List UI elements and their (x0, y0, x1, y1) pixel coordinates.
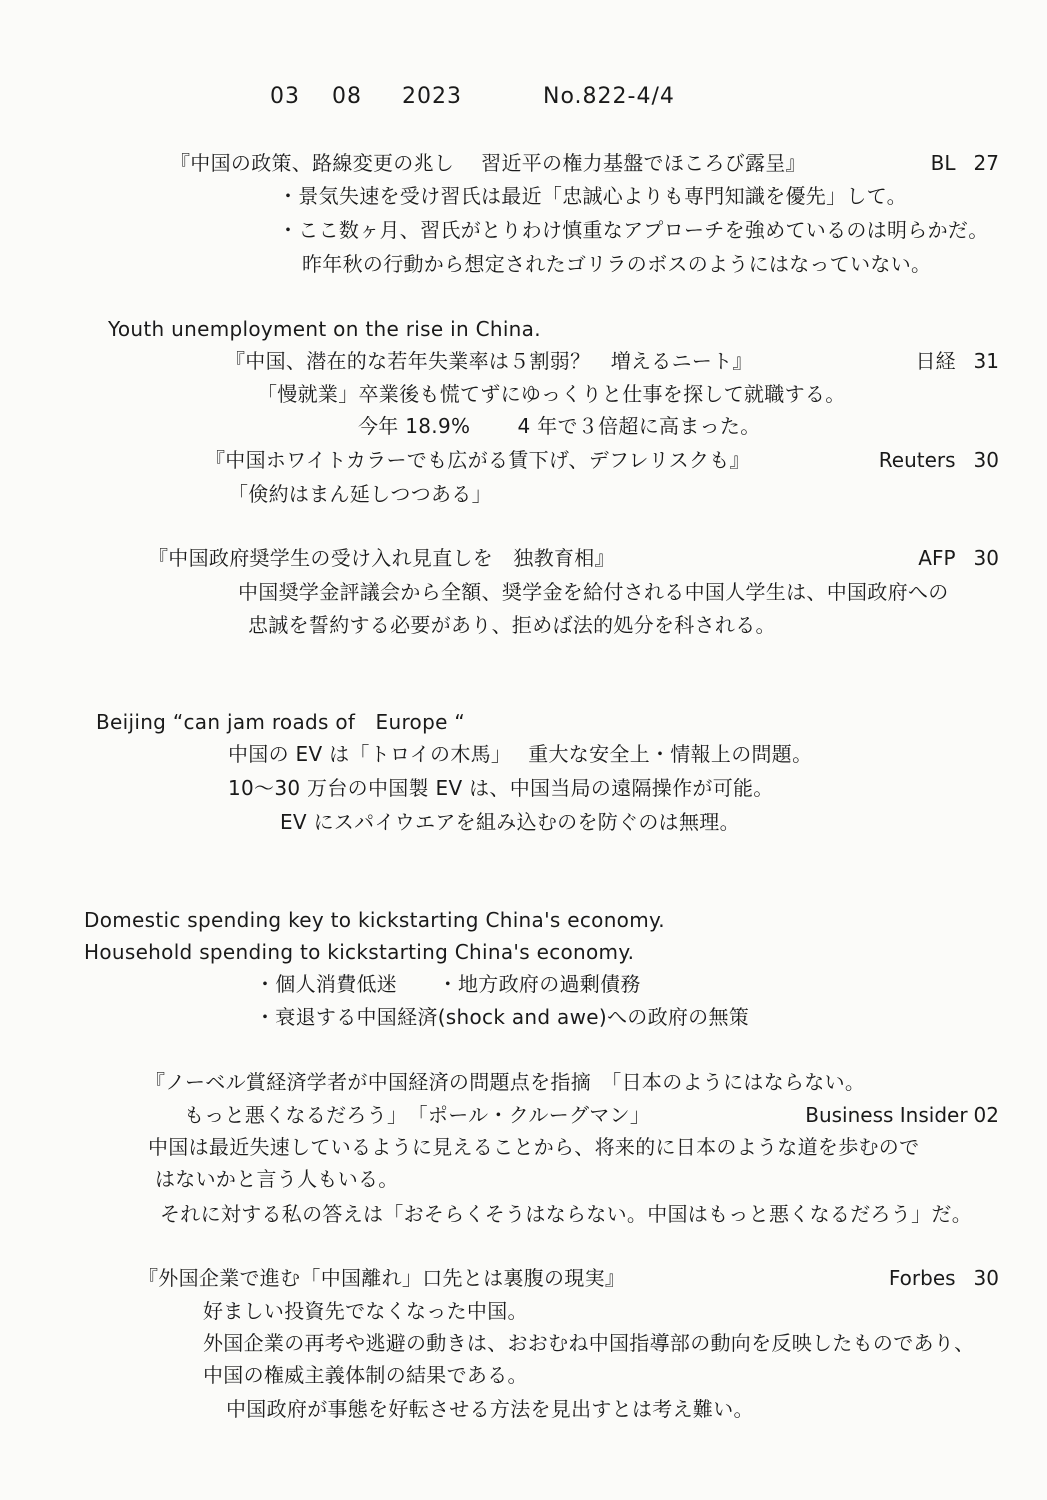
article-line: 中国は最近失速しているように見えることから、将来的に日本のような道を歩むので (148, 1135, 920, 1159)
article-line: 昨年秋の行動から想定されたゴリラのボスのようにはなっていない。 (302, 252, 932, 276)
article-line: 好ましい投資先でなくなった中国。 (203, 1299, 528, 1323)
section-heading: Youth unemployment on the rise in China. (108, 317, 541, 341)
source-day: 30 (973, 448, 999, 472)
article-source (931, 150, 999, 176)
section-heading: Domestic spending key to kickstarting China's economy. (84, 908, 665, 932)
article-title: 『中国政府奨学生の受け入れ見直しを 独教育相』 (148, 546, 615, 570)
date-day: 03 (270, 84, 300, 109)
article-line: 中国政府が事態を好転させる方法を見出すとは考え難い。 (226, 1397, 754, 1421)
section-heading: Beijing “can jam roads of Europe “ (96, 710, 465, 734)
issue-number: No.822-4/4 (543, 84, 675, 109)
source-day: 31 (973, 349, 999, 373)
article-line: 外国企業の再考や逃避の動きは、おおむね中国指導部の動向を反映したものであり、 (203, 1331, 975, 1355)
article-source (889, 1265, 999, 1291)
article-line: 10〜30 万台の中国製 EV は、中国当局の遠隔操作が可能。 (228, 776, 774, 800)
article-line: 中国の権威主義体制の結果である。 (203, 1363, 528, 1387)
date-month: 08 (332, 84, 362, 109)
article-line: 忠誠を誓約する必要があり、拒めば法的処分を科される。 (248, 613, 776, 637)
article-line: 中国の EV は「トロイの木馬」 重大な安全上・情報上の問題。 (228, 742, 813, 766)
article-line: 「慢就業」卒業後も慌てずにゆっくりと仕事を探して就職する。 (257, 382, 846, 406)
date-year: 2023 (402, 84, 462, 109)
article-line: はないかと言う人もいる。 (155, 1167, 399, 1191)
article-line: ・ここ数ヶ月、習氏がとりわけ慎重なアプローチを強めているのは明らかだ。 (278, 218, 989, 242)
article-title: 『中国ホワイトカラーでも広がる賃下げ、デフレリスクも』 (205, 448, 750, 472)
article-line: 中国奨学金評議会から全額、奨学金を給付される中国人学生は、中国政府への (238, 580, 949, 604)
article-source (805, 1102, 999, 1128)
source-day: 27 (973, 151, 999, 175)
article-source (918, 545, 999, 571)
source-name: BL (930, 151, 956, 175)
article-title: 『中国の政策、路線変更の兆し 習近平の権力基盤でほころび露呈』 (170, 151, 806, 175)
source-day: 30 (973, 546, 999, 570)
source-name: AFP (918, 546, 956, 570)
article-title: 『ノーベル賞経済学者が中国経済の問題点を指摘 「日本のようにはならない。 (145, 1070, 866, 1094)
article-line: ・景気失速を受け習氏は最近「忠誠心よりも専門知識を優先」して。 (278, 184, 907, 208)
source-day: 30 (973, 1266, 999, 1290)
article-line: 「倹約はまん延しつつある」 (228, 482, 492, 506)
article-line: 今年 18.9% 4 年で３倍超に高まった。 (358, 414, 761, 438)
section-heading: Household spending to kickstarting China's economy. (84, 940, 635, 964)
article-source (916, 348, 999, 374)
article-line: ・個人消費低迷 ・地方政府の過剰債務 (255, 972, 641, 996)
source-name: Forbes (888, 1266, 956, 1290)
source-name: Reuters (878, 448, 956, 472)
article-title-continued: もっと悪くなるだろう」 「ポール・クルーグマン」 (184, 1103, 651, 1127)
article-source (879, 447, 999, 473)
source-day: 02 (973, 1103, 999, 1127)
article-line: ・衰退する中国経済(shock and awe)への政府の無策 (255, 1005, 750, 1029)
article-title: 『外国企業で進む「中国離れ」口先とは裏腹の現実』 (138, 1266, 626, 1290)
article-line: それに対する私の答えは「おそらくそうはならない。中国はもっと悪くなるだろう」だ。 (160, 1202, 972, 1226)
source-name: Business Insider (805, 1103, 968, 1127)
source-name: 日経 (915, 349, 956, 373)
article-line: EV にスパイウエアを組み込むのを防ぐのは無理。 (280, 810, 740, 834)
article-title: 『中国、潜在的な若年失業率は５割弱？ 増えるニート』 (225, 349, 753, 373)
